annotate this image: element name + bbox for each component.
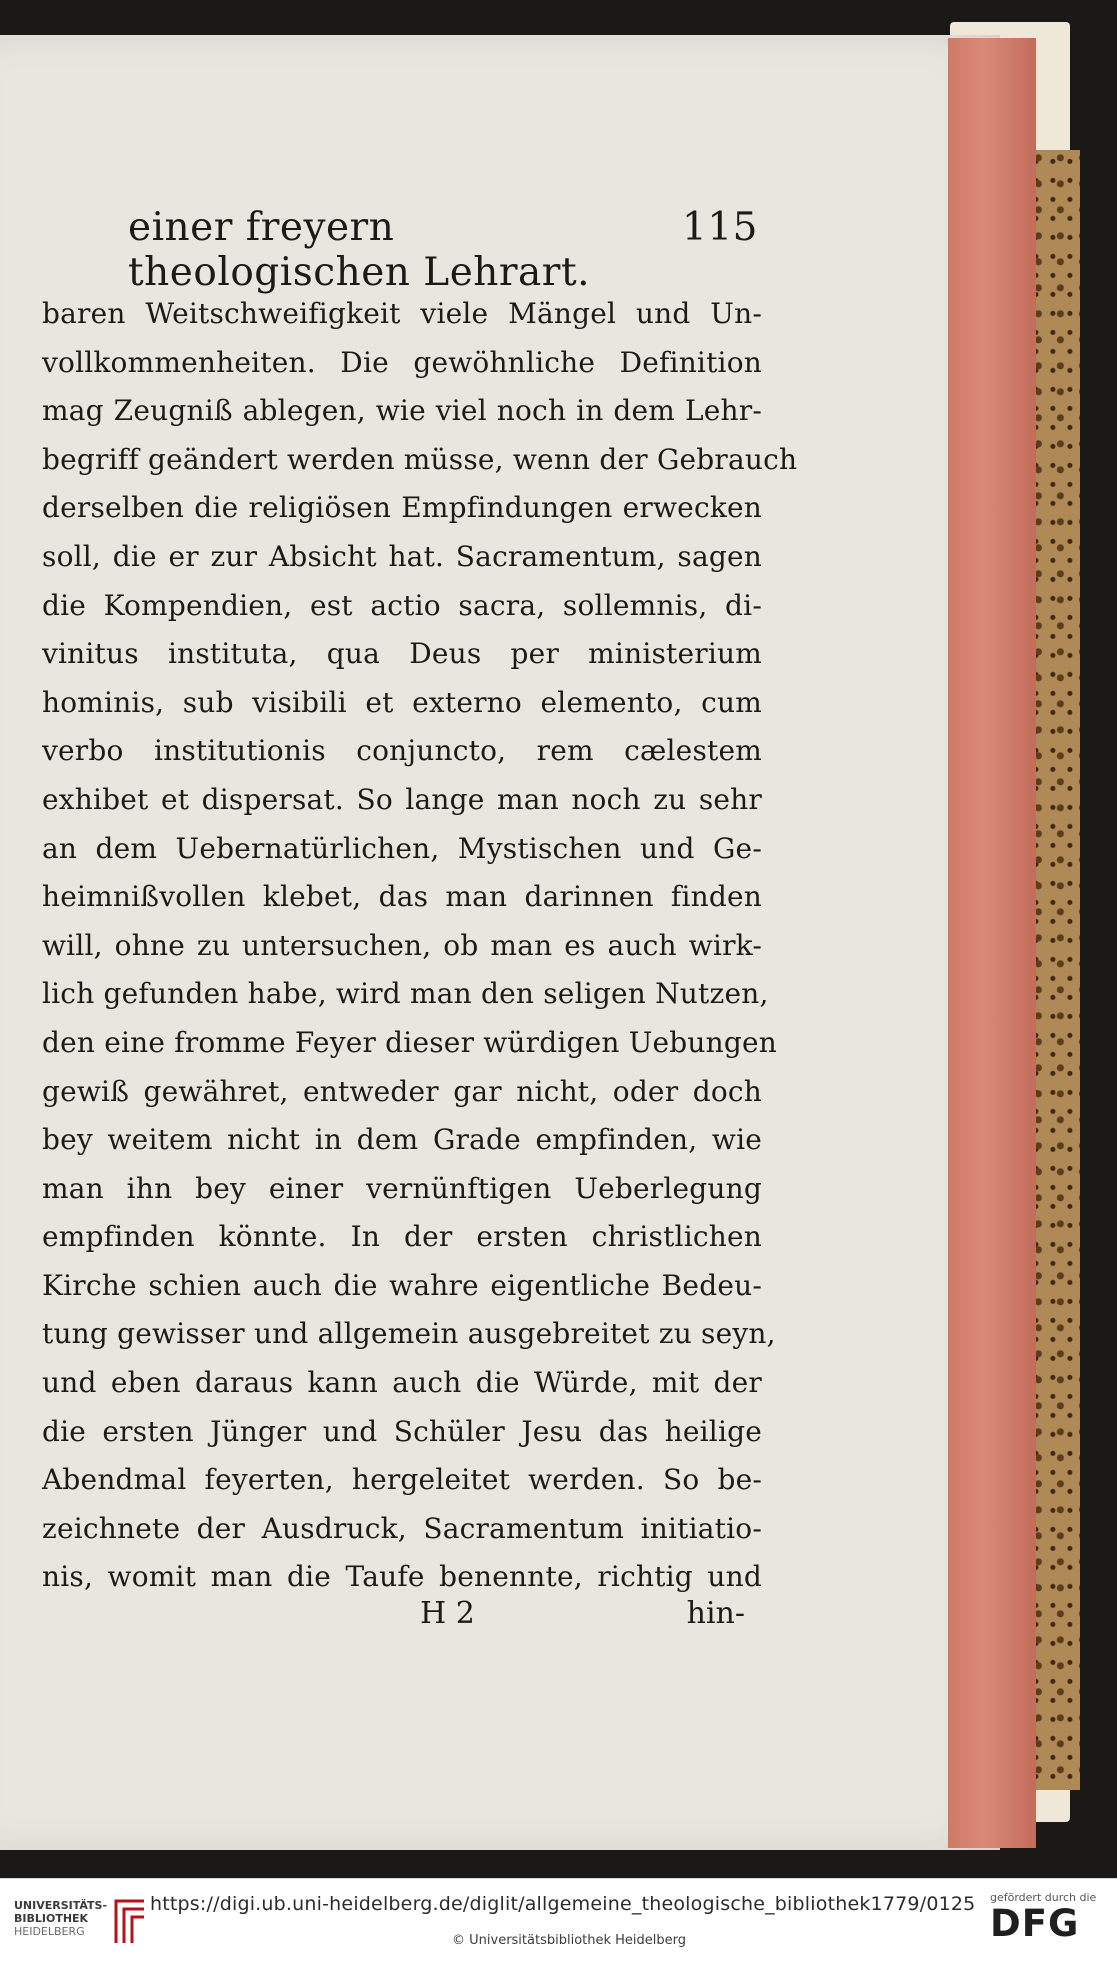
- copyright-notice: © Universitätsbibliothek Heidelberg: [452, 1933, 687, 1948]
- dfg-logo[interactable]: gefördert durch die DFG: [990, 1891, 1097, 1945]
- text-line: tung gewisser und allgemein ausgebreitet zu seyn,: [42, 1317, 776, 1351]
- text-line: mag Zeugniß ablegen, wie viel noch in dem Lehr-: [42, 394, 762, 428]
- text-line: vinitus instituta, qua Deus per ministerium: [42, 637, 762, 671]
- text-line: exhibet et dispersat. So lange man noch zu sehr: [42, 782, 762, 816]
- text-line: die ersten Jünger und Schüler Jesu das heilige: [42, 1414, 762, 1448]
- library-mark-icon: [110, 1893, 150, 1947]
- catchword: hin-: [686, 1596, 745, 1631]
- page-footer: [420, 1596, 745, 1631]
- viewer-footer-bar: [0, 1878, 1117, 1961]
- text-line: empfinden könnte. In der ersten christlichen: [42, 1220, 762, 1254]
- text-line: Abendmal feyerten, hergeleitet werden. So be-: [42, 1463, 762, 1497]
- library-logo[interactable]: UNIVERSITÄTS- BIBLIOTHEK HEIDELBERG: [14, 1899, 108, 1938]
- text-line: bey weitem nicht in dem Grade empfinden, wie: [42, 1123, 762, 1157]
- running-title: einer freyern theologischen Lehrart.: [128, 205, 591, 295]
- text-line: baren Weitschweifigkeit viele Mängel und Un-: [42, 297, 762, 330]
- text-line: gewiß gewähret, entweder gar nicht, oder doch: [42, 1074, 762, 1108]
- page-header: [128, 205, 758, 295]
- text-line: will, ohne zu untersuchen, ob man es auch wirk-: [42, 928, 762, 962]
- red-fore-edge: [948, 38, 1036, 1848]
- text-line: hominis, sub visibili et externo elemento, cum: [42, 685, 762, 719]
- text-line: nis, womit man die Taufe benennte, richtig und: [42, 1560, 762, 1594]
- page-body: [42, 290, 798, 1602]
- permalink-url[interactable]: https://digi.ub.uni-heidelberg.de/diglit/allgemeine_theologische_bibliothek1779/0125: [150, 1893, 976, 1915]
- text-line: den eine fromme Feyer dieser würdigen Uebungen: [42, 1025, 778, 1059]
- text-line: verbo institutionis conjuncto, rem cælestem: [42, 734, 762, 768]
- text-line: man ihn bey einer vernünftigen Ueberlegung: [42, 1171, 762, 1205]
- text-line: lich gefunden habe, wird man den seligen Nutzen,: [42, 977, 769, 1011]
- text-line: die Kompendien, est actio sacra, sollemnis, di-: [42, 588, 762, 622]
- text-line: heimnißvollen klebet, das man darinnen finden: [42, 880, 762, 914]
- text-line: zeichnete der Ausdruck, Sacramentum initiatio-: [42, 1511, 762, 1545]
- text-line: soll, die er zur Absicht hat. Sacramentum, sagen: [42, 539, 762, 573]
- text-line: an dem Uebernatürlichen, Mystischen und Ge-: [42, 831, 762, 865]
- text-line: derselben die religiösen Empfindungen erwecken: [42, 491, 762, 525]
- text-line: Kirche schien auch die wahre eigentliche Bedeu-: [42, 1268, 762, 1302]
- text-line: und eben daraus kann auch die Würde, mit der: [42, 1366, 762, 1400]
- page-number: 115: [682, 205, 758, 250]
- text-line: vollkommenheiten. Die gewöhnliche Definition: [42, 345, 762, 379]
- signature-mark: H 2: [420, 1596, 475, 1631]
- text-line: begriff geändert werden müsse, wenn der Gebrauch: [42, 442, 798, 476]
